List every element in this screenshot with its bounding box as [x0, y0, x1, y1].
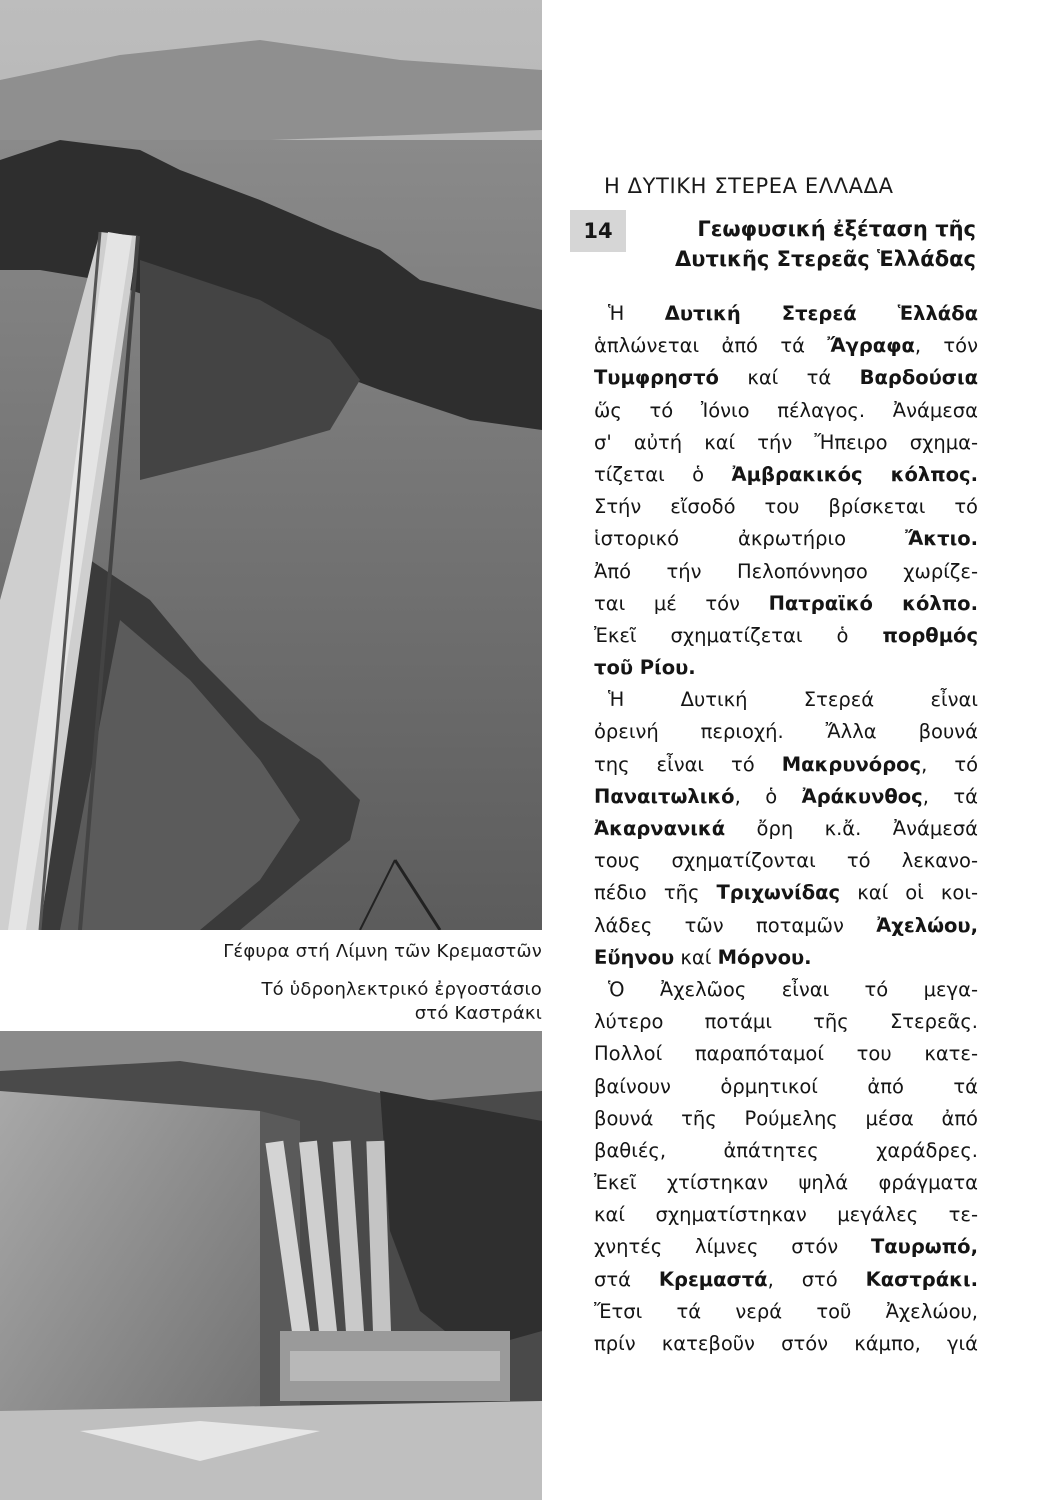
- text-run: ἁπλώνεται ἀπό τά: [594, 334, 828, 358]
- text-run: λύτερο ποτάμι τῆς Στερεᾶς.: [594, 1010, 978, 1034]
- body-line: [594, 459, 978, 491]
- lesson-number-badge: 14: [570, 210, 626, 252]
- body-line: [594, 813, 978, 845]
- body-line: [594, 491, 978, 523]
- bold-term: Ἄγραφα: [827, 334, 915, 358]
- bold-term: Τριχωνίδας: [716, 881, 841, 905]
- body-line: [594, 974, 978, 1006]
- body-line: [594, 749, 978, 781]
- body-line: [594, 1103, 978, 1135]
- bold-term: Ἀμβρακικός κόλπος.: [731, 462, 978, 486]
- body-line: [594, 716, 978, 748]
- bold-term: τοῦ Ρίου.: [594, 656, 696, 680]
- text-run: τίζεται ὁ: [594, 462, 732, 486]
- text-run: πρίν κατεβοῦν στόν κάμπο, γιά: [594, 1332, 978, 1355]
- text-run: ὥς τό Ἰόνιο πέλαγος. Ἀνάμεσα: [594, 398, 978, 422]
- text-run: , ὁ: [734, 784, 802, 808]
- lesson-title-line-2: Δυτικῆς Στερεᾶς Ἑλλάδας: [675, 247, 976, 271]
- bold-term: Καστράκι.: [865, 1267, 978, 1291]
- text-run: Ὁ Ἀχελῶος εἶναι τό μεγα-: [608, 977, 978, 1001]
- bold-term: Ἄκτιο.: [905, 527, 978, 551]
- text-run: Ἐκεῖ χτίστηκαν ψηλά φράγματα: [594, 1171, 978, 1195]
- bold-term: Τυμφρηστό: [594, 366, 719, 390]
- text-run: καί: [674, 945, 718, 969]
- text-run: χνητές λίμνες στόν: [594, 1235, 871, 1259]
- text-run: , τόν: [914, 334, 978, 358]
- bold-term: Ταυρωπό,: [870, 1235, 978, 1259]
- bridge-photo-image: [0, 0, 542, 930]
- section-title: Η ΔΥΤΙΚΗ ΣΤΕΡΕΑ ΕΛΛΑΔΑ: [604, 174, 894, 198]
- text-run: Ἡ Δυτική Στερεά εἶναι: [608, 688, 978, 712]
- text-run: Στήν εἴσοδό του βρίσκεται τό: [594, 495, 978, 519]
- text-run: βαίνουν ὁρμητικοί ἀπό τά: [594, 1074, 978, 1098]
- body-line: [594, 1264, 978, 1296]
- body-line: [594, 395, 978, 427]
- text-run: της εἶναι τό: [594, 752, 782, 776]
- body-line: [594, 652, 978, 684]
- body-line: [594, 1038, 978, 1070]
- text-run: ἱστορικό ἀκρωτήριο: [594, 527, 906, 551]
- text-run: ὄρη κ.ἄ. Ἀνάμεσά: [725, 817, 978, 840]
- text-run: Ἐκεῖ σχηματίζεται ὁ: [594, 623, 883, 647]
- body-line: [594, 1006, 978, 1038]
- bridge-photo: [0, 0, 542, 930]
- body-line: [594, 942, 978, 974]
- text-run: ὀρεινή περιοχή. Ἄλλα βουνά: [594, 720, 978, 744]
- body-line: [594, 330, 978, 362]
- bold-term: Μόρνου.: [717, 945, 812, 969]
- body-line: [594, 298, 978, 330]
- text-run: στά: [594, 1267, 659, 1291]
- text-run: καί σχηματίστηκαν μεγάλες τε-: [594, 1203, 978, 1227]
- text-run: , τό: [921, 752, 979, 776]
- bold-term: Δυτική Στερεά Ἑλλάδα: [664, 302, 978, 325]
- body-line: [594, 588, 978, 620]
- lesson-title: [642, 214, 976, 274]
- body-text: [594, 298, 978, 1360]
- bold-term: Ἀχελώου,: [876, 913, 978, 937]
- bold-term: Εὔηνου: [594, 945, 675, 969]
- text-run: βουνά τῆς Ρούμελης μέσα ἀπό: [594, 1106, 978, 1130]
- power-plant-photo-image: [0, 1031, 542, 1500]
- bold-term: πορθμός: [882, 623, 978, 647]
- power-plant-photo: [0, 1031, 542, 1500]
- body-line: [594, 556, 978, 588]
- body-line: [594, 1199, 978, 1231]
- bridge-caption: Γέφυρα στή Λίμνη τῶν Κρεμαστῶν: [223, 941, 542, 962]
- text-run: καί οἱ κοι-: [840, 881, 978, 905]
- body-line: [594, 1296, 978, 1328]
- body-line: [594, 523, 978, 555]
- body-line: [594, 910, 978, 942]
- body-line: [594, 1167, 978, 1199]
- bold-term: Ἀράκυνθος: [801, 784, 923, 808]
- bold-term: Ἀκαρνανικά: [594, 817, 726, 840]
- body-line: [594, 620, 978, 652]
- body-line: [594, 781, 978, 813]
- text-run: , στό: [767, 1267, 866, 1291]
- text-run: καί τά: [718, 366, 860, 390]
- bold-term: Παναιτωλικό: [594, 784, 735, 808]
- bold-term: Κρεμαστά: [658, 1267, 768, 1291]
- text-run: Ἡ: [608, 302, 665, 325]
- text-run: Πολλοί παραπόταμοί του κατε-: [594, 1042, 978, 1066]
- body-line: [594, 427, 978, 459]
- plant-caption: [261, 978, 542, 1026]
- body-line: [594, 1328, 978, 1360]
- bold-term: Βαρδούσια: [859, 366, 978, 390]
- body-line: [594, 845, 978, 877]
- plant-caption-line-2: στό Καστράκι: [414, 1003, 542, 1024]
- lesson-title-line-1: Γεωφυσική ἐξέταση τῆς: [697, 217, 976, 241]
- body-line: [594, 362, 978, 394]
- text-run: ται μέ τόν: [594, 591, 769, 615]
- body-line: [594, 1071, 978, 1103]
- text-run: βαθιές, ἀπάτητες χαράδρες.: [594, 1138, 978, 1162]
- body-line: [594, 1231, 978, 1263]
- text-run: Ἔτσι τά νερά τοῦ Ἀχελώου,: [594, 1299, 978, 1323]
- text-run: , τά: [922, 784, 978, 808]
- bold-term: Πατραϊκό κόλπο.: [768, 591, 978, 615]
- text-run: τους σχηματίζονται τό λεκανο-: [594, 849, 978, 873]
- body-line: [594, 877, 978, 909]
- body-line: [594, 1135, 978, 1167]
- bold-term: Μακρυνόρος: [781, 752, 922, 776]
- text-run: σ' αὐτή καί τήν Ἤπειρο σχημα-: [594, 430, 978, 454]
- text-run: Ἀπό τήν Πελοπόννησο χωρίζε-: [594, 559, 978, 583]
- text-run: λάδες τῶν ποταμῶν: [594, 913, 877, 937]
- text-run: πέδιο τῆς: [594, 881, 717, 905]
- body-line: [594, 684, 978, 716]
- plant-caption-line-1: Τό ὑδροηλεκτρικό ἐργοστάσιο: [261, 979, 542, 1000]
